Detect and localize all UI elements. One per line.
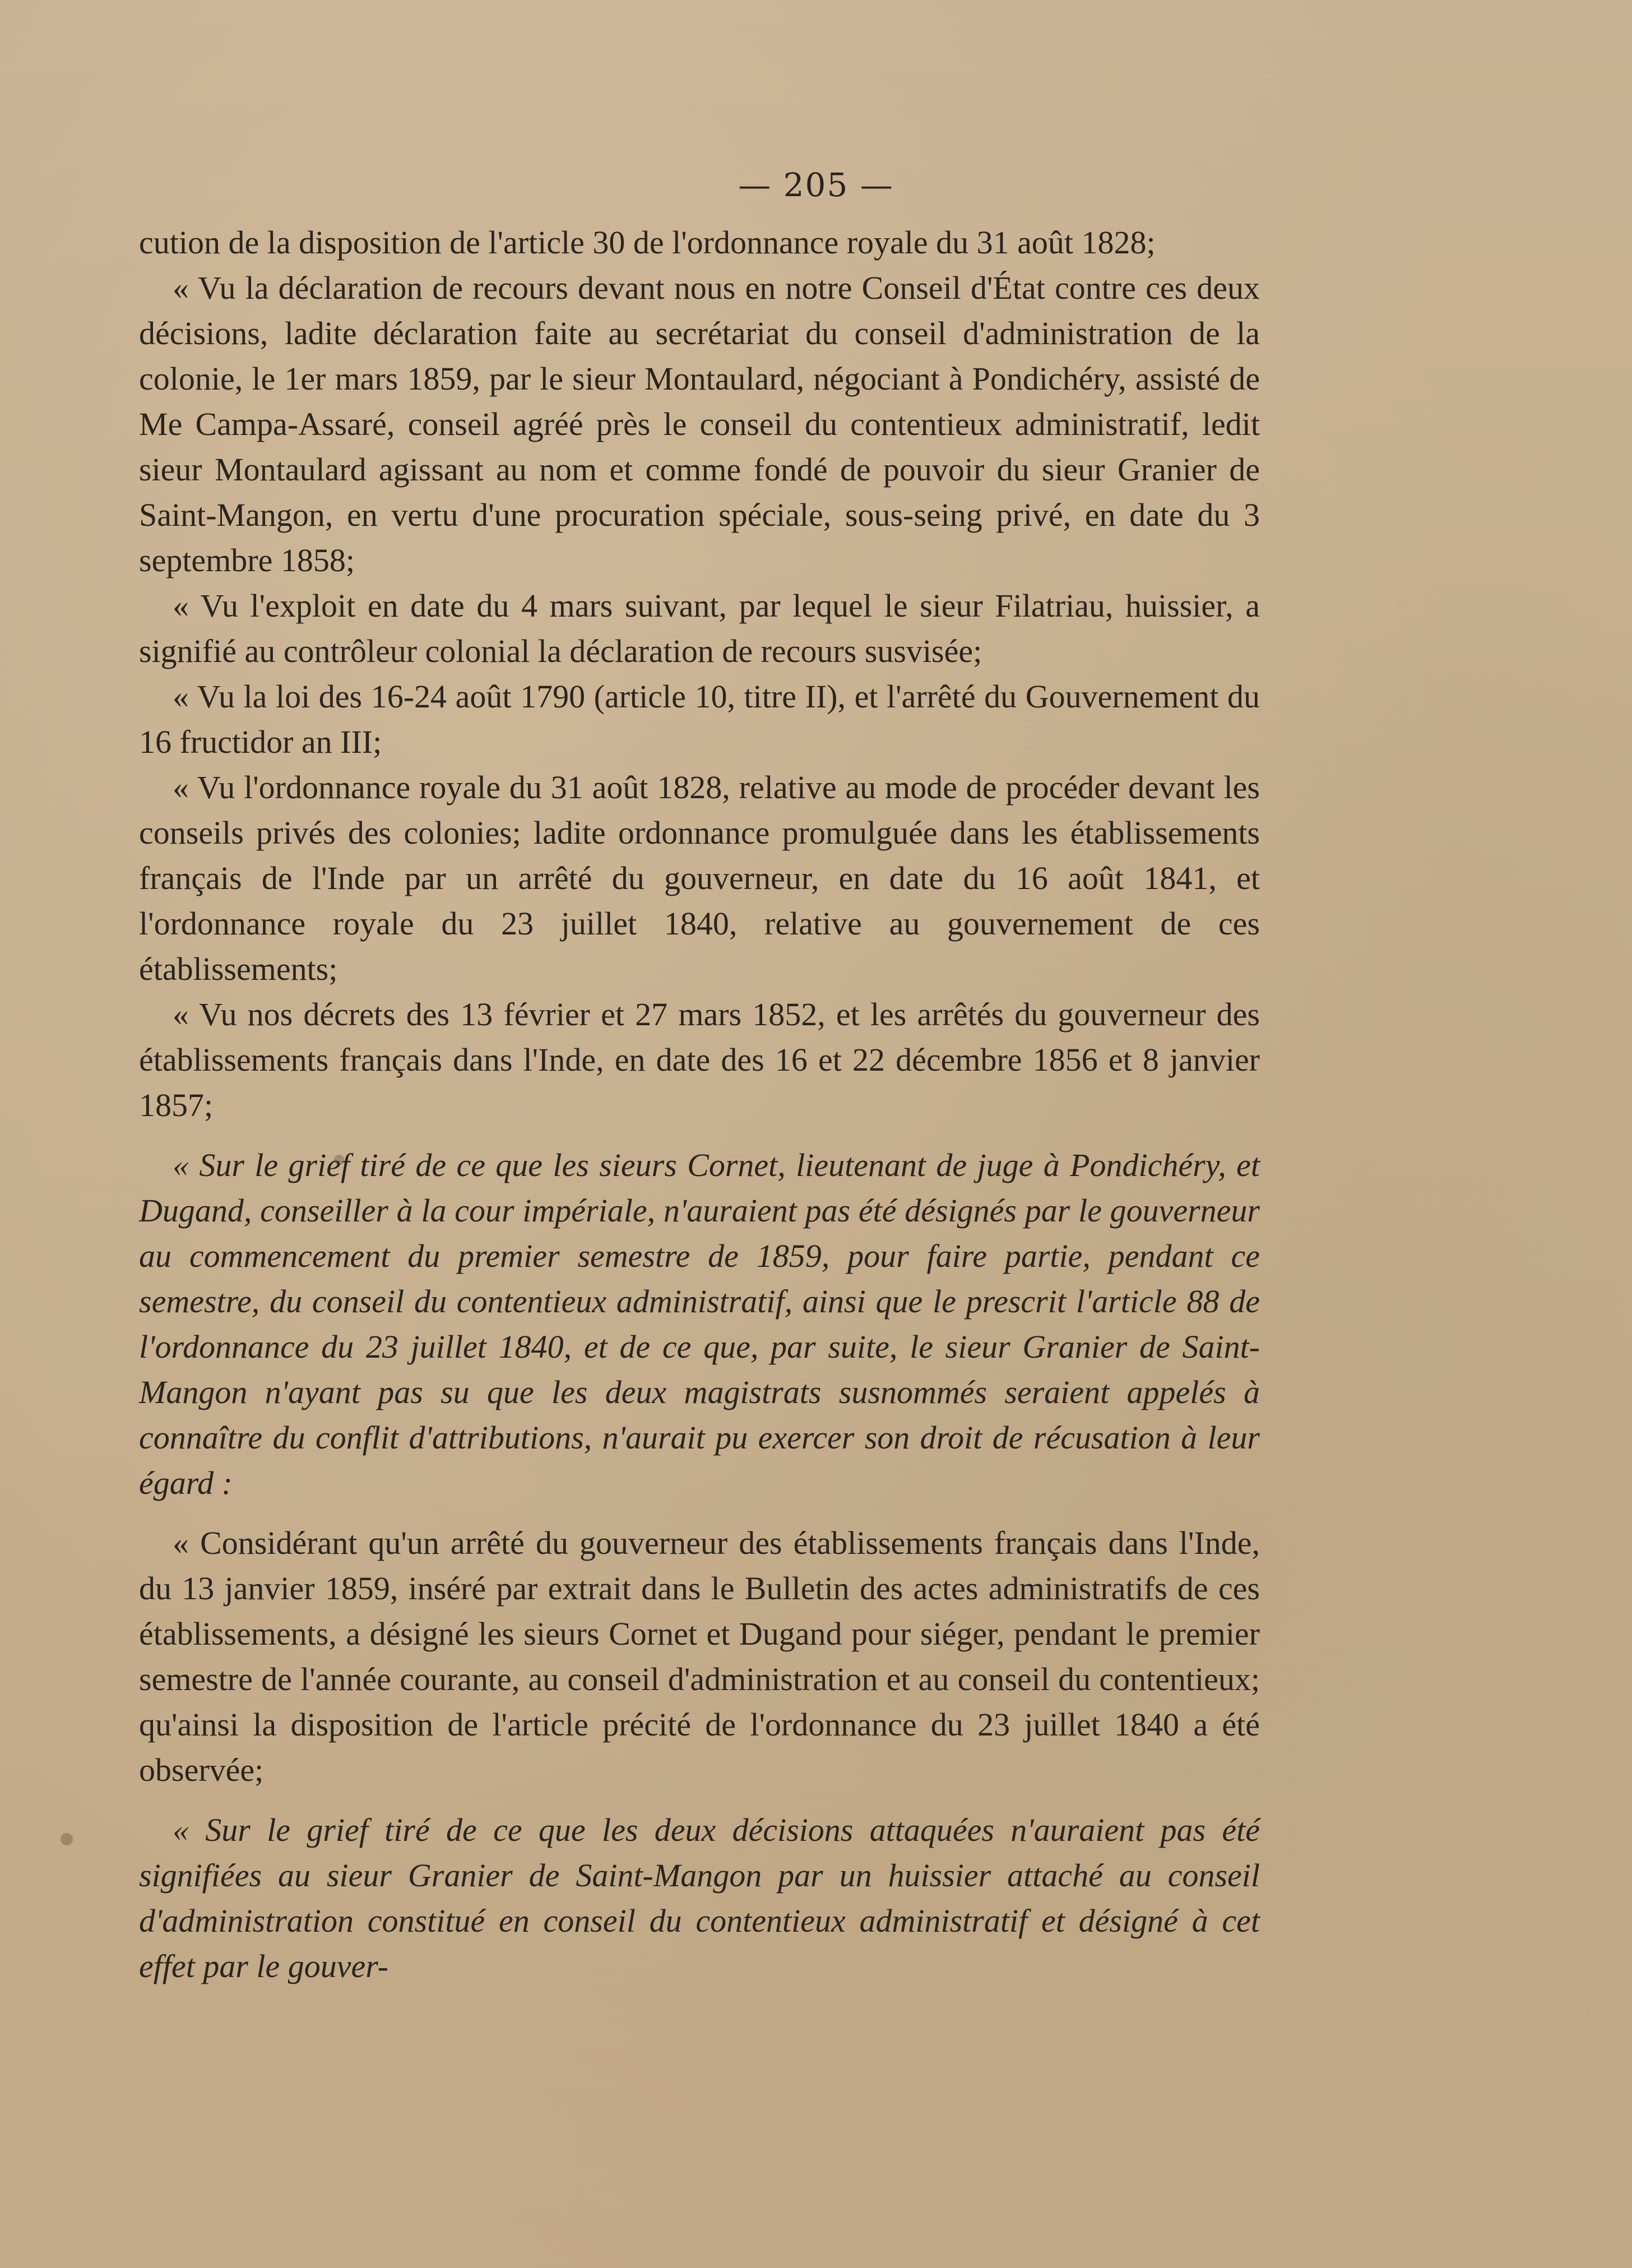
page-number: — 205 — [738,166,894,204]
paper-spot [61,1833,73,1845]
paragraph-recours-declaration: « Vu la déclaration de recours devant nous en notre Conseil d'État contre ces deux décisions, ladite déclaration faite au secrétariat du conseil d'administration de la colonie, le 1er mars 1859, par le sieur Montaulard, négociant à Pondichéry, assisté de Me Campa-Assaré, conseil agréé près le conseil du contentieux administratif, ledit sieur Montaulard agissant au nom et comme fondé de pouvoir du sieur Granier de Saint-Mangon, en vertu d'une procuration spéciale, sous-seing privé, en date du 3 septembre 1858; [139,270,1260,578]
paragraph-continuation: cution de la disposition de l'article 30 de l'ordonnance royale du 31 août 1828; [139,224,1156,261]
paper-spot [334,1155,344,1165]
paragraph-decrets-1852: « Vu nos décrets des 13 février et 27 mars 1852, et les arrêtés du gouverneur des établissements français dans l'Inde, en date des 16 et 22 décembre 1856 et 8 janvier 1857; [139,996,1260,1123]
paragraph-loi-1790: « Vu la loi des 16-24 août 1790 (article 10, titre II), et l'arrêté du Gouvernement du 16 fructidor an III; [139,678,1260,760]
body-text [139,220,1260,1989]
paragraph-grief-designation: « Sur le grief tiré de ce que les sieurs Cornet, lieutenant de juge à Pondichéry, et Dugand, conseiller à la cour impériale, n'auraient pas été désignés par le gouverneur au commencement du premier semestre de 1859, pour faire partie, pendant ce semestre, du conseil du contentieux administratif, ainsi que le prescrit l'article 88 de l'ordonnance du 23 juillet 1840, et de ce que, par suite, le sieur Granier de Saint-Mangon n'ayant pas su que les deux magistrats susnommés seraient appelés à connaître du conflit d'attributions, n'aurait pu exercer son droit de récusation à leur égard : [139,1147,1260,1501]
paragraph-considerant: « Considérant qu'un arrêté du gouverneur des établissements français dans l'Inde, du 13 janvier 1859, inséré par extrait dans le Bulletin des actes administratifs de ces établissements, a désigné les sieurs Cornet et Dugand pour siéger, pendant le premier semestre de l'année courante, au conseil d'administration et au conseil du contentieux; qu'ainsi la disposition de l'article précité de l'ordonnance du 23 juillet 1840 a été observée; [139,1525,1260,1788]
paragraph-ordonnance-1828: « Vu l'ordonnance royale du 31 août 1828, relative au mode de procéder devant les conseils privés des colonies; ladite ordonnance promulguée dans les établissements français de l'Inde par un arrêté du gouverneur, en date du 16 août 1841, et l'ordonnance royale du 23 juillet 1840, relative au gouvernement de ces établissements; [139,769,1260,987]
paragraph-grief-signification: « Sur le grief tiré de ce que les deux décisions attaquées n'auraient pas été signifiées au sieur Granier de Saint-Mangon par un huissier attaché au conseil d'administration constitué en conseil du contentieux administratif et désigné à cet effet par le gouver- [139,1812,1260,1984]
paragraph-exploit: « Vu l'exploit en date du 4 mars suivant, par lequel le sieur Filatriau, huissier, a signifié au contrôleur colonial la déclaration de recours susvisée; [139,587,1260,669]
